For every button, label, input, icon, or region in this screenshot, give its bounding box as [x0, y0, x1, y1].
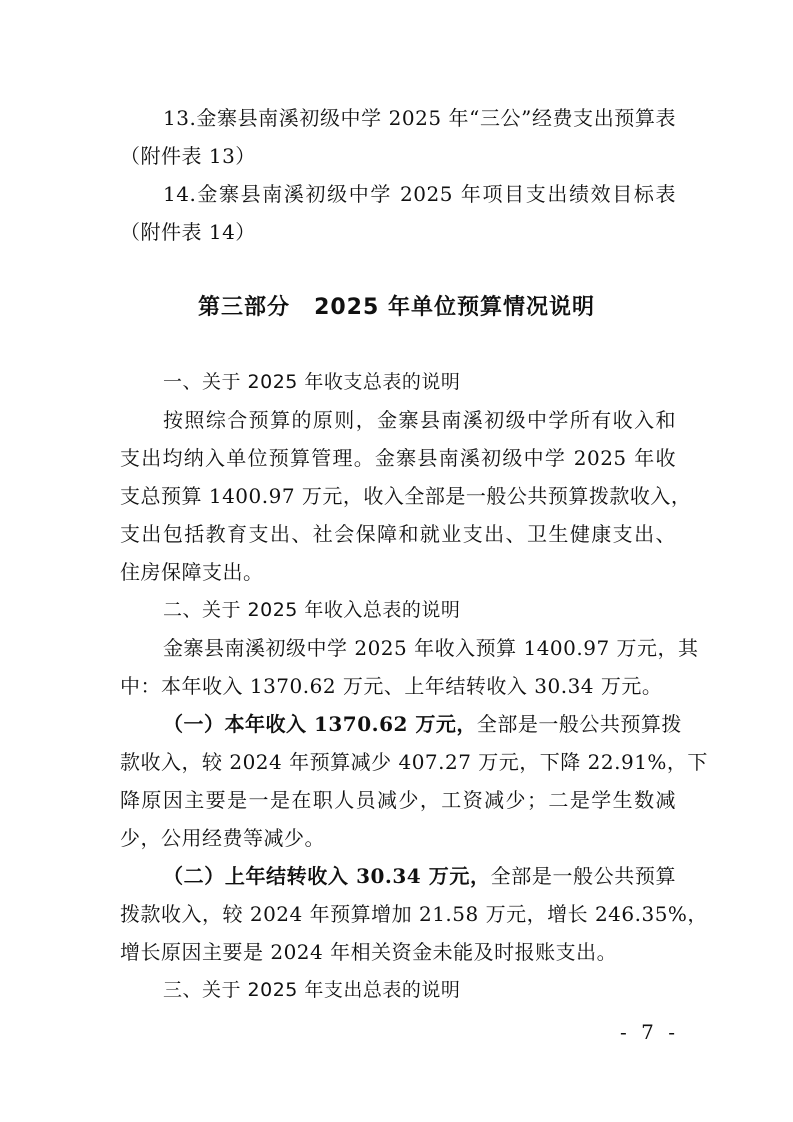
sub2-line: 增长原因主要是 2024 年相关资金未能及时报账支出。: [120, 940, 618, 964]
sub1-line: 款收入，较 2024 年预算减少 407.27 万元，下降 22.91%，下: [120, 750, 708, 774]
page-number: - 7 -: [620, 1020, 679, 1044]
section3-heading: 三、关于 2025 年支出总表的说明: [163, 979, 461, 1001]
sub1-line: 少，公用经费等减少。: [120, 826, 325, 850]
attachment-item-13-line2: （附件表 13）: [120, 144, 256, 168]
attachment-item-14-line2: （附件表 14）: [120, 220, 256, 244]
sub2-first-rest: 全部是一般公共预算: [490, 864, 676, 888]
attachment-item-13-line1: 13.金寨县南溪初级中学 2025 年“三公”经费支出预算表: [163, 106, 676, 130]
section2-intro-line: 中：本年收入 1370.62 万元、上年结转收入 30.34 万元。: [120, 674, 663, 698]
section1-line: 支出包括教育支出、社会保障和就业支出、卫生健康支出、: [120, 522, 676, 546]
section1-line: 支总预算 1400.97 万元，收入全部是一般公共预算拨款收入，: [120, 484, 692, 508]
section2-intro-line: 金寨县南溪初级中学 2025 年收入预算 1400.97 万元，其: [163, 636, 699, 660]
sub1-first-line: [163, 712, 682, 736]
section2-heading: 二、关于 2025 年收入总表的说明: [163, 599, 461, 621]
sub1-line: 降原因主要是一是在职人员减少，工资减少；二是学生数减: [120, 788, 676, 812]
sub1-bold-heading: （一）本年收入 1370.62 万元，: [163, 712, 477, 736]
sub1-first-rest: 全部是一般公共预算拨: [476, 712, 682, 736]
sub2-bold-heading: （二）上年结转收入 30.34 万元，: [163, 864, 491, 888]
attachment-item-14-line1: 14.金寨县南溪初级中学 2025 年项目支出绩效目标表: [163, 182, 676, 206]
section1-line: 住房保障支出。: [120, 560, 264, 584]
section1-heading: 一、关于 2025 年收支总表的说明: [163, 371, 461, 393]
part-title: 2025 年单位预算情况说明: [314, 295, 595, 320]
part-label: 第三部分: [198, 295, 291, 320]
sub2-line: 拨款收入，较 2024 年预算增加 21.58 万元，增长 246.35%，: [120, 902, 708, 926]
section1-line: 按照综合预算的原则，金寨县南溪初级中学所有收入和: [163, 408, 676, 432]
sub2-first-line: [163, 864, 676, 888]
section1-line: 支出均纳入单位预算管理。金寨县南溪初级中学 2025 年收: [120, 446, 676, 470]
part-heading: [0, 290, 793, 321]
